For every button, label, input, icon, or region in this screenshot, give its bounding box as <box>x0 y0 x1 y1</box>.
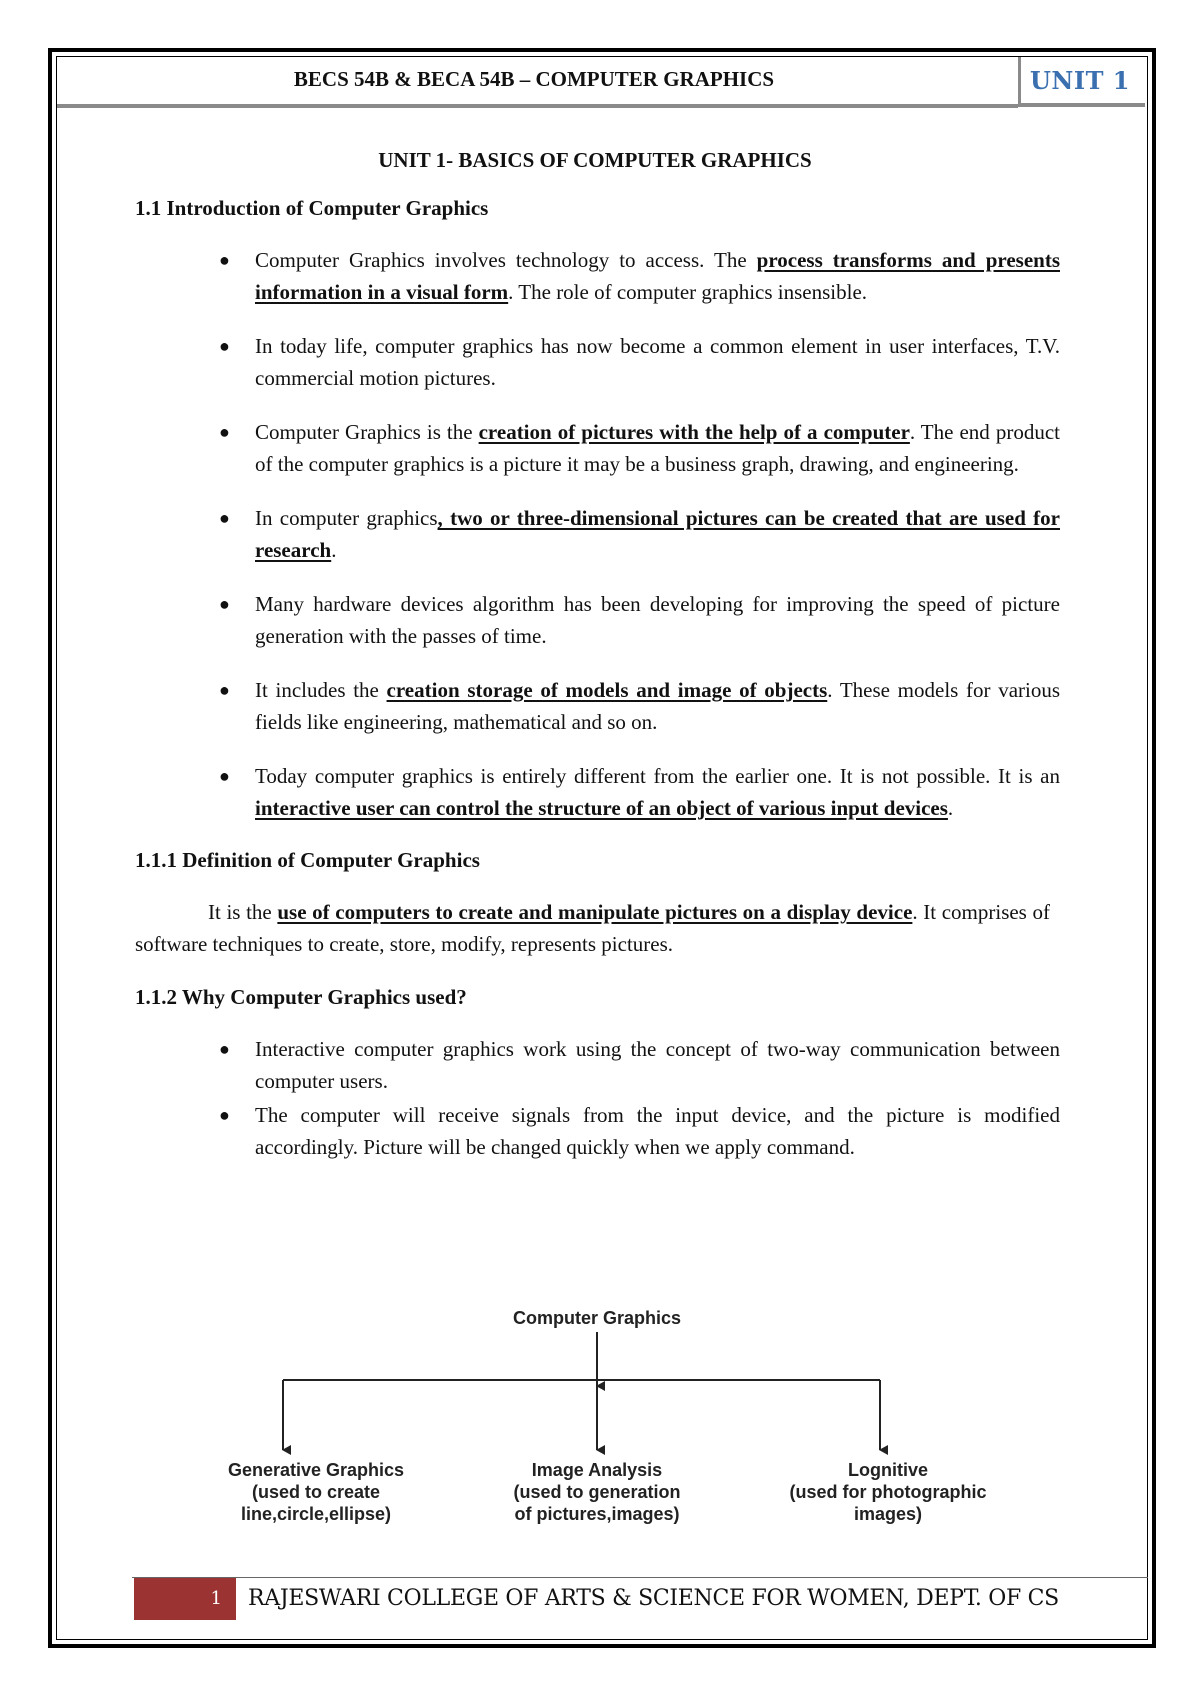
emphasis: process transforms and presents information in a visual form <box>255 248 1060 304</box>
emphasis: , two or three-dimensional pictures can be created that are used for research <box>255 506 1060 562</box>
diagram-root-label: Computer Graphics <box>512 1308 682 1328</box>
emphasis: interactive user can control the structure of an object of various input devices <box>255 796 948 820</box>
list-item: ● Many hardware devices algorithm has been developing for improving the speed of picture generation with the passes of time. <box>145 588 1060 652</box>
footer-divider <box>132 1577 1148 1578</box>
emphasis: use of computers to create and manipulate pictures on a display device <box>277 900 913 924</box>
bullet-icon: ● <box>219 422 230 442</box>
header-divider <box>57 104 1018 108</box>
node-image-analysis-line3: of pictures,images) <box>514 1504 680 1524</box>
unit-label: UNIT 1 <box>1030 66 1131 95</box>
node-lognitive-line2: (used for photographic <box>789 1482 987 1502</box>
bullet-icon: ● <box>219 1105 230 1125</box>
page-content <box>135 140 1061 1163</box>
bullet-icon: ● <box>219 1039 230 1059</box>
node-lognitive-line3: images) <box>853 1504 923 1524</box>
bullet-icon: ● <box>219 680 230 700</box>
list-item: ● Interactive computer graphics work using the concept of two-way communication between computer users. <box>145 1033 1060 1097</box>
list-item: ● It includes the creation storage of models and image of objects. These models for various fields like engineering, mathematical and so on. <box>145 674 1060 738</box>
node-generative-graphics-title: Generative Graphics <box>227 1460 405 1480</box>
bullet-icon: ● <box>219 766 230 786</box>
section-heading-1-1-2: 1.1.2 Why Computer Graphics used? <box>135 985 467 1009</box>
usage-bullet-list <box>145 1033 1060 1163</box>
node-generative-graphics-line3: line,circle,ellipse) <box>240 1504 392 1524</box>
intro-bullet-list <box>145 244 1060 824</box>
bullet-icon: ● <box>219 594 230 614</box>
list-item: ● Computer Graphics involves technology to access. The process transforms and presents information in a visual form. The role of computer graphics insensible. <box>145 244 1060 308</box>
node-image-analysis-title: Image Analysis <box>531 1460 663 1480</box>
emphasis: creation of pictures with the help of a computer <box>478 420 910 444</box>
section-heading-1-1: 1.1 Introduction of Computer Graphics <box>135 196 489 220</box>
header-title: BECS 54B & BECA 54B – COMPUTER GRAPHICS <box>293 67 775 91</box>
unit-heading: UNIT 1- BASICS OF COMPUTER GRAPHICS <box>378 148 812 172</box>
section-heading-1-1-1: 1.1.1 Definition of Computer Graphics <box>135 848 480 872</box>
list-item: ● In today life, computer graphics has now become a common element in user interfaces, T.V. commercial motion pictures. <box>145 330 1060 394</box>
emphasis: creation storage of models and image of objects <box>386 678 828 702</box>
footer-institution: RAJESWARI COLLEGE OF ARTS & SCIENCE FOR WOMEN, DEPT. OF CS <box>248 1586 1059 1611</box>
classification-diagram <box>200 1298 1020 1538</box>
list-item: ● Computer Graphics is the creation of pictures with the help of a computer. The end product of the computer graphics is a picture it may be a business graph, drawing, and engineering. <box>145 416 1060 480</box>
bullet-icon: ● <box>219 508 230 528</box>
bullet-icon: ● <box>219 336 230 356</box>
definition-paragraph: It is the use of computers to create and manipulate pictures on a display device. It comprises of software techniques to create, store, modify, represents pictures. <box>135 900 1050 956</box>
list-item: ● The computer will receive signals from the input device, and the picture is modified accordingly. Picture will be changed quickly when we apply command. <box>145 1099 1060 1163</box>
node-image-analysis-line2: (used to generation <box>513 1482 681 1502</box>
list-item: ● Today computer graphics is entirely different from the earlier one. It is not possible. It is an interactive user can control the structure of an object of various input devices. <box>145 760 1060 824</box>
bullet-icon: ● <box>219 250 230 270</box>
node-lognitive-title: Lognitive <box>848 1460 928 1480</box>
list-item: ● In computer graphics, two or three-dimensional pictures can be created that are used for research. <box>145 502 1060 566</box>
node-generative-graphics-line2: (used to create <box>251 1482 381 1502</box>
page-number: 1 <box>134 1578 236 1620</box>
